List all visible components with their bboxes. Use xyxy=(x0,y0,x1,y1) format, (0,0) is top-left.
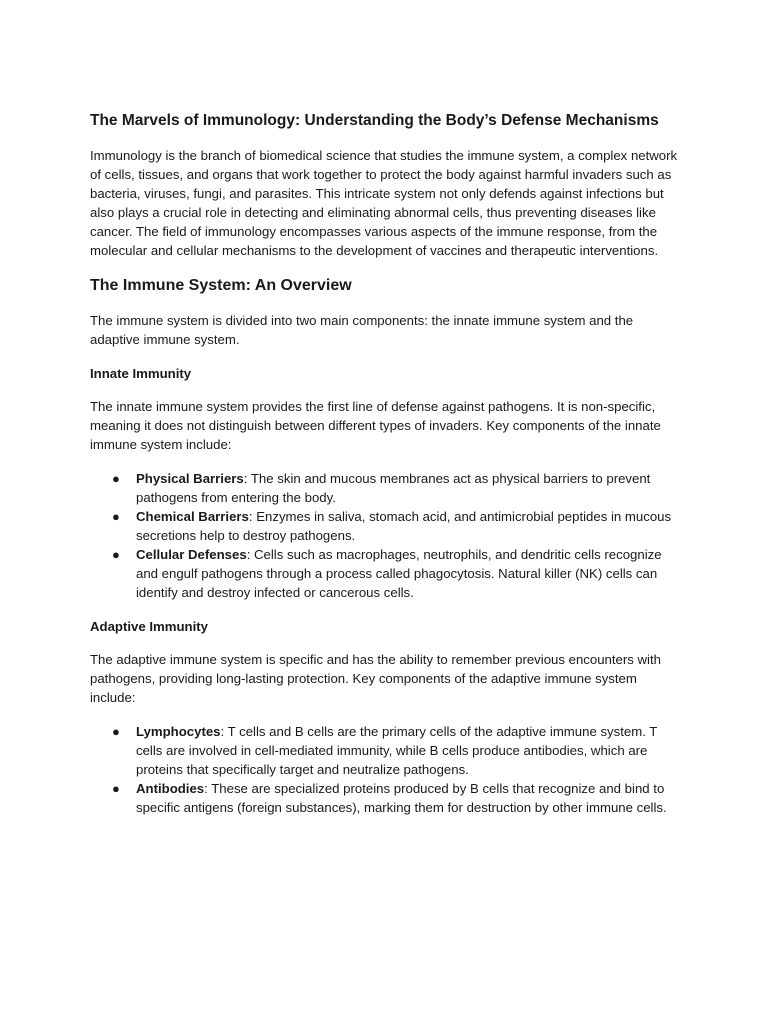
overview-paragraph: The immune system is divided into two main components: the innate immune system and the adaptive immune system. xyxy=(90,313,634,347)
list-item-term: Antibodies xyxy=(136,781,205,796)
document-title: The Marvels of Immunology: Understanding the Body’s Defense Mechanisms xyxy=(90,112,659,129)
intro-paragraph: Immunology is the branch of biomedical science that studies the immune system, a complex network of cells, tissues, and organs that work together to protect the body against harmful invaders such as bacteria, viruses, fungi, and parasites. This intricate system not only defends against infections but also plays a crucial role in detecting and eliminating abnormal cells, thus preventing diseases like cancer. The field of immunology encompasses various aspects of the immune response, from the molecular and cellular mechanisms to the development of vaccines and therapeutic interventions. xyxy=(90,148,678,258)
adaptive-list xyxy=(90,722,680,817)
list-item xyxy=(90,469,680,507)
list-item-term: Chemical Barriers xyxy=(136,509,249,524)
bullet-icon: ● xyxy=(112,781,120,796)
list-item-desc: : T cells and B cells are the primary cells of the adaptive immune system. T cells are involved in cell-mediated immunity, while B cells produce antibodies, which are proteins that specifically target and neutralize pathogens. xyxy=(136,724,658,777)
adaptive-paragraph: The adaptive immune system is specific and has the ability to remember previous encounters with pathogens, providing long-lasting protection. Key components of the adaptive immune system include: xyxy=(90,652,661,705)
innate-paragraph: The innate immune system provides the first line of defense against pathogens. It is non-specific, meaning it does not distinguish between different types of invaders. Key components of the innate immune system include: xyxy=(90,399,661,452)
list-item-term: Lymphocytes xyxy=(136,724,221,739)
list-item-desc: : Cells such as macrophages, neutrophils, and dendritic cells recognize and engulf pathogens through a process called phagocytosis. Natural killer (NK) cells can identify and destroy infected or cancerous cells. xyxy=(136,547,662,600)
adaptive-heading: Adaptive Immunity xyxy=(90,619,208,634)
bullet-icon: ● xyxy=(112,509,120,524)
document-page xyxy=(90,109,680,832)
list-item-desc: : Enzymes in saliva, stomach acid, and antimicrobial peptides in mucous secretions help to destroy pathogens. xyxy=(136,509,672,543)
list-item-term: Physical Barriers xyxy=(136,471,244,486)
list-item-desc: : These are specialized proteins produced by B cells that recognize and bind to specific antigens (foreign substances), marking them for destruction by other immune cells. xyxy=(136,781,667,815)
list-item xyxy=(90,722,680,779)
list-item-term: Cellular Defenses xyxy=(136,547,247,562)
bullet-icon: ● xyxy=(112,547,120,562)
bullet-icon: ● xyxy=(112,471,120,486)
innate-heading: Innate Immunity xyxy=(90,366,192,381)
bullet-icon: ● xyxy=(112,724,120,739)
list-item xyxy=(90,507,680,545)
innate-list xyxy=(90,469,680,602)
list-item-desc: : The skin and mucous membranes act as physical barriers to prevent pathogens from entering the body. xyxy=(136,471,651,505)
list-item xyxy=(90,779,680,817)
overview-heading: The Immune System: An Overview xyxy=(90,277,352,294)
list-item xyxy=(90,545,680,602)
